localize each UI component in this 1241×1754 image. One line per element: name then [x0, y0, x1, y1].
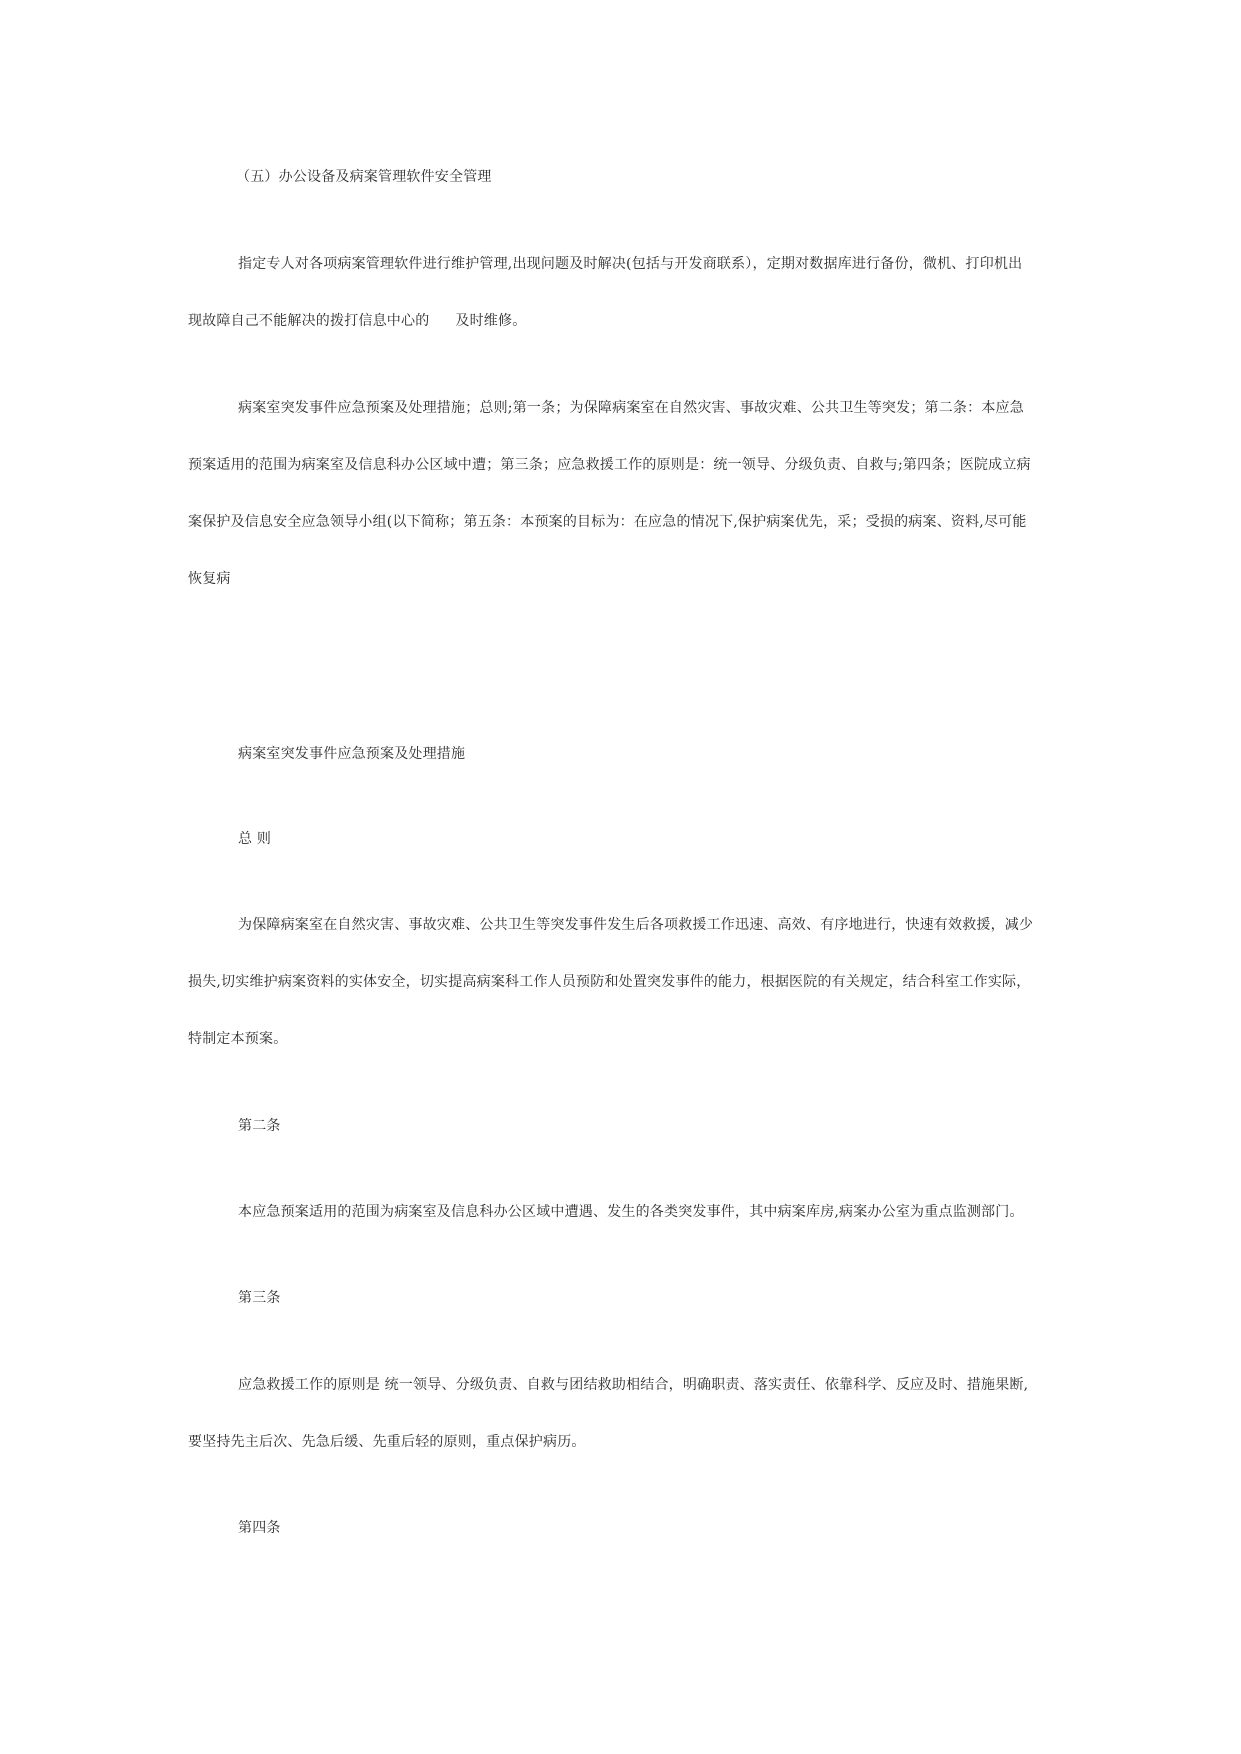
paragraph-fragment: 及时维修。: [455, 313, 527, 329]
paragraph-line: 本应急预案适用的范围为病案室及信息科办公区域中遭遇、发生的各类突发事件，其中病案库房,病案办公室为重点监测部门。: [238, 1204, 1024, 1220]
summary-line: 恢复病: [188, 571, 231, 587]
paragraph-line: 应急救援工作的原则是 统一领导、分级负责、自救与团结救助相结合，明确职责、落实责任、依靠科学、反应及时、措施果断,: [238, 1377, 1029, 1393]
paragraph-line: [188, 311, 526, 331]
section-heading: （五）办公设备及病案管理软件安全管理: [236, 169, 492, 185]
article-heading: 第三条: [238, 1290, 281, 1306]
article-heading: 第二条: [238, 1118, 281, 1134]
paragraph-line: 为保障病案室在自然灾害、事故灾难、公共卫生等突发事件发生后各项救援工作迅速、高效、有序地进行，快速有效救援，减少: [238, 917, 1034, 933]
paragraph-line: 指定专人对各项病案管理软件进行维护管理,出现问题及时解决(包括与开发商联系），定期对数据库进行备份，微机、打印机出: [238, 256, 1023, 272]
paragraph-line: 要坚持先主后次、先急后缓、先重后轻的原则，重点保护病历。: [188, 1434, 586, 1450]
summary-line: 案保护及信息安全应急领导小组(以下简称；第五条：本预案的目标为：在应急的情况下,保护病案优先，采；受损的病案、资料,尽可能: [188, 514, 1027, 530]
paragraph-line: 特制定本预案。: [188, 1031, 288, 1047]
paragraph-line: 损失,切实维护病案资料的实体安全，切实提高病案科工作人员预防和处置突发事件的能力，根据医院的有关规定，结合科室工作实际，: [188, 974, 1031, 990]
summary-line: 病案室突发事件应急预案及处理措施；总则;第一条；为保障病案室在自然灾害、事故灾难、公共卫生等突发；第二条：本应急: [238, 400, 1024, 416]
article-heading: 第四条: [238, 1520, 281, 1536]
document-title: 病案室突发事件应急预案及处理措施: [238, 746, 466, 762]
section-heading-general: 总 则: [238, 831, 272, 847]
summary-line: 预案适用的范围为病案室及信息科办公区域中遭；第三条；应急救援工作的原则是：统一领导、分级负责、自救与;第四条；医院成立病: [188, 457, 1031, 473]
paragraph-fragment: 现故障自己不能解决的拨打信息中心的: [188, 313, 430, 329]
